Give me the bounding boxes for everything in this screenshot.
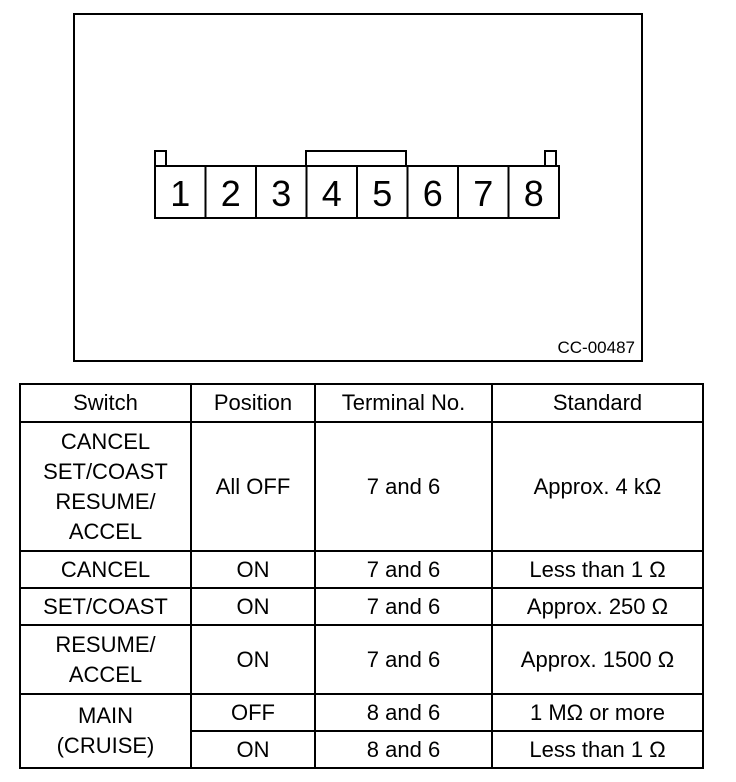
cell-terminal: 8 and 6	[315, 731, 492, 768]
table-row	[20, 694, 703, 731]
cell-position: ON	[191, 588, 315, 625]
pin-number-4: 4	[321, 173, 342, 214]
cell-standard: Approx. 250 Ω	[492, 588, 703, 625]
header-terminal: Terminal No.	[315, 384, 492, 422]
cell-standard: Less than 1 Ω	[492, 551, 703, 588]
cell-position: ON	[191, 731, 315, 768]
table-row	[20, 551, 703, 588]
header-position: Position	[191, 384, 315, 422]
pin-number-1: 1	[170, 173, 191, 214]
switch-spec-table	[19, 383, 704, 769]
cell-switch: RESUME/ ACCEL	[20, 625, 191, 694]
cell-position: OFF	[191, 694, 315, 731]
cell-standard: Approx. 1500 Ω	[492, 625, 703, 694]
pin-number-2: 2	[220, 173, 241, 214]
pin-number-6: 6	[422, 173, 443, 214]
cell-position: ON	[191, 551, 315, 588]
connector-left-key	[155, 151, 166, 166]
pin-number-3: 3	[271, 173, 292, 214]
cell-terminal: 7 and 6	[315, 551, 492, 588]
cell-terminal: 7 and 6	[315, 422, 492, 551]
cell-position: All OFF	[191, 422, 315, 551]
cell-switch: CANCEL SET/COAST RESUME/ ACCEL	[20, 422, 191, 551]
cell-standard: Less than 1 Ω	[492, 731, 703, 768]
connector-lock-tab	[306, 151, 406, 166]
table-row	[20, 422, 703, 551]
cell-standard: 1 MΩ or more	[492, 694, 703, 731]
header-standard: Standard	[492, 384, 703, 422]
cell-switch: SET/COAST	[20, 588, 191, 625]
cell-standard: Approx. 4 kΩ	[492, 422, 703, 551]
cell-terminal: 8 and 6	[315, 694, 492, 731]
cell-switch: CANCEL	[20, 551, 191, 588]
cell-switch: MAIN (CRUISE)	[20, 694, 191, 768]
diagram-code: CC-00487	[557, 338, 635, 357]
connector-right-key	[545, 151, 556, 166]
table-header-row	[20, 384, 703, 422]
connector-pins	[155, 166, 559, 218]
cell-terminal: 7 and 6	[315, 625, 492, 694]
connector-drawing	[75, 15, 641, 360]
connector-diagram	[73, 13, 643, 362]
table-row	[20, 588, 703, 625]
table-row	[20, 625, 703, 694]
header-switch: Switch	[20, 384, 191, 422]
pin-number-7: 7	[473, 173, 494, 214]
pin-number-5: 5	[372, 173, 393, 214]
cell-terminal: 7 and 6	[315, 588, 492, 625]
pin-number-8: 8	[523, 173, 544, 214]
cell-position: ON	[191, 625, 315, 694]
